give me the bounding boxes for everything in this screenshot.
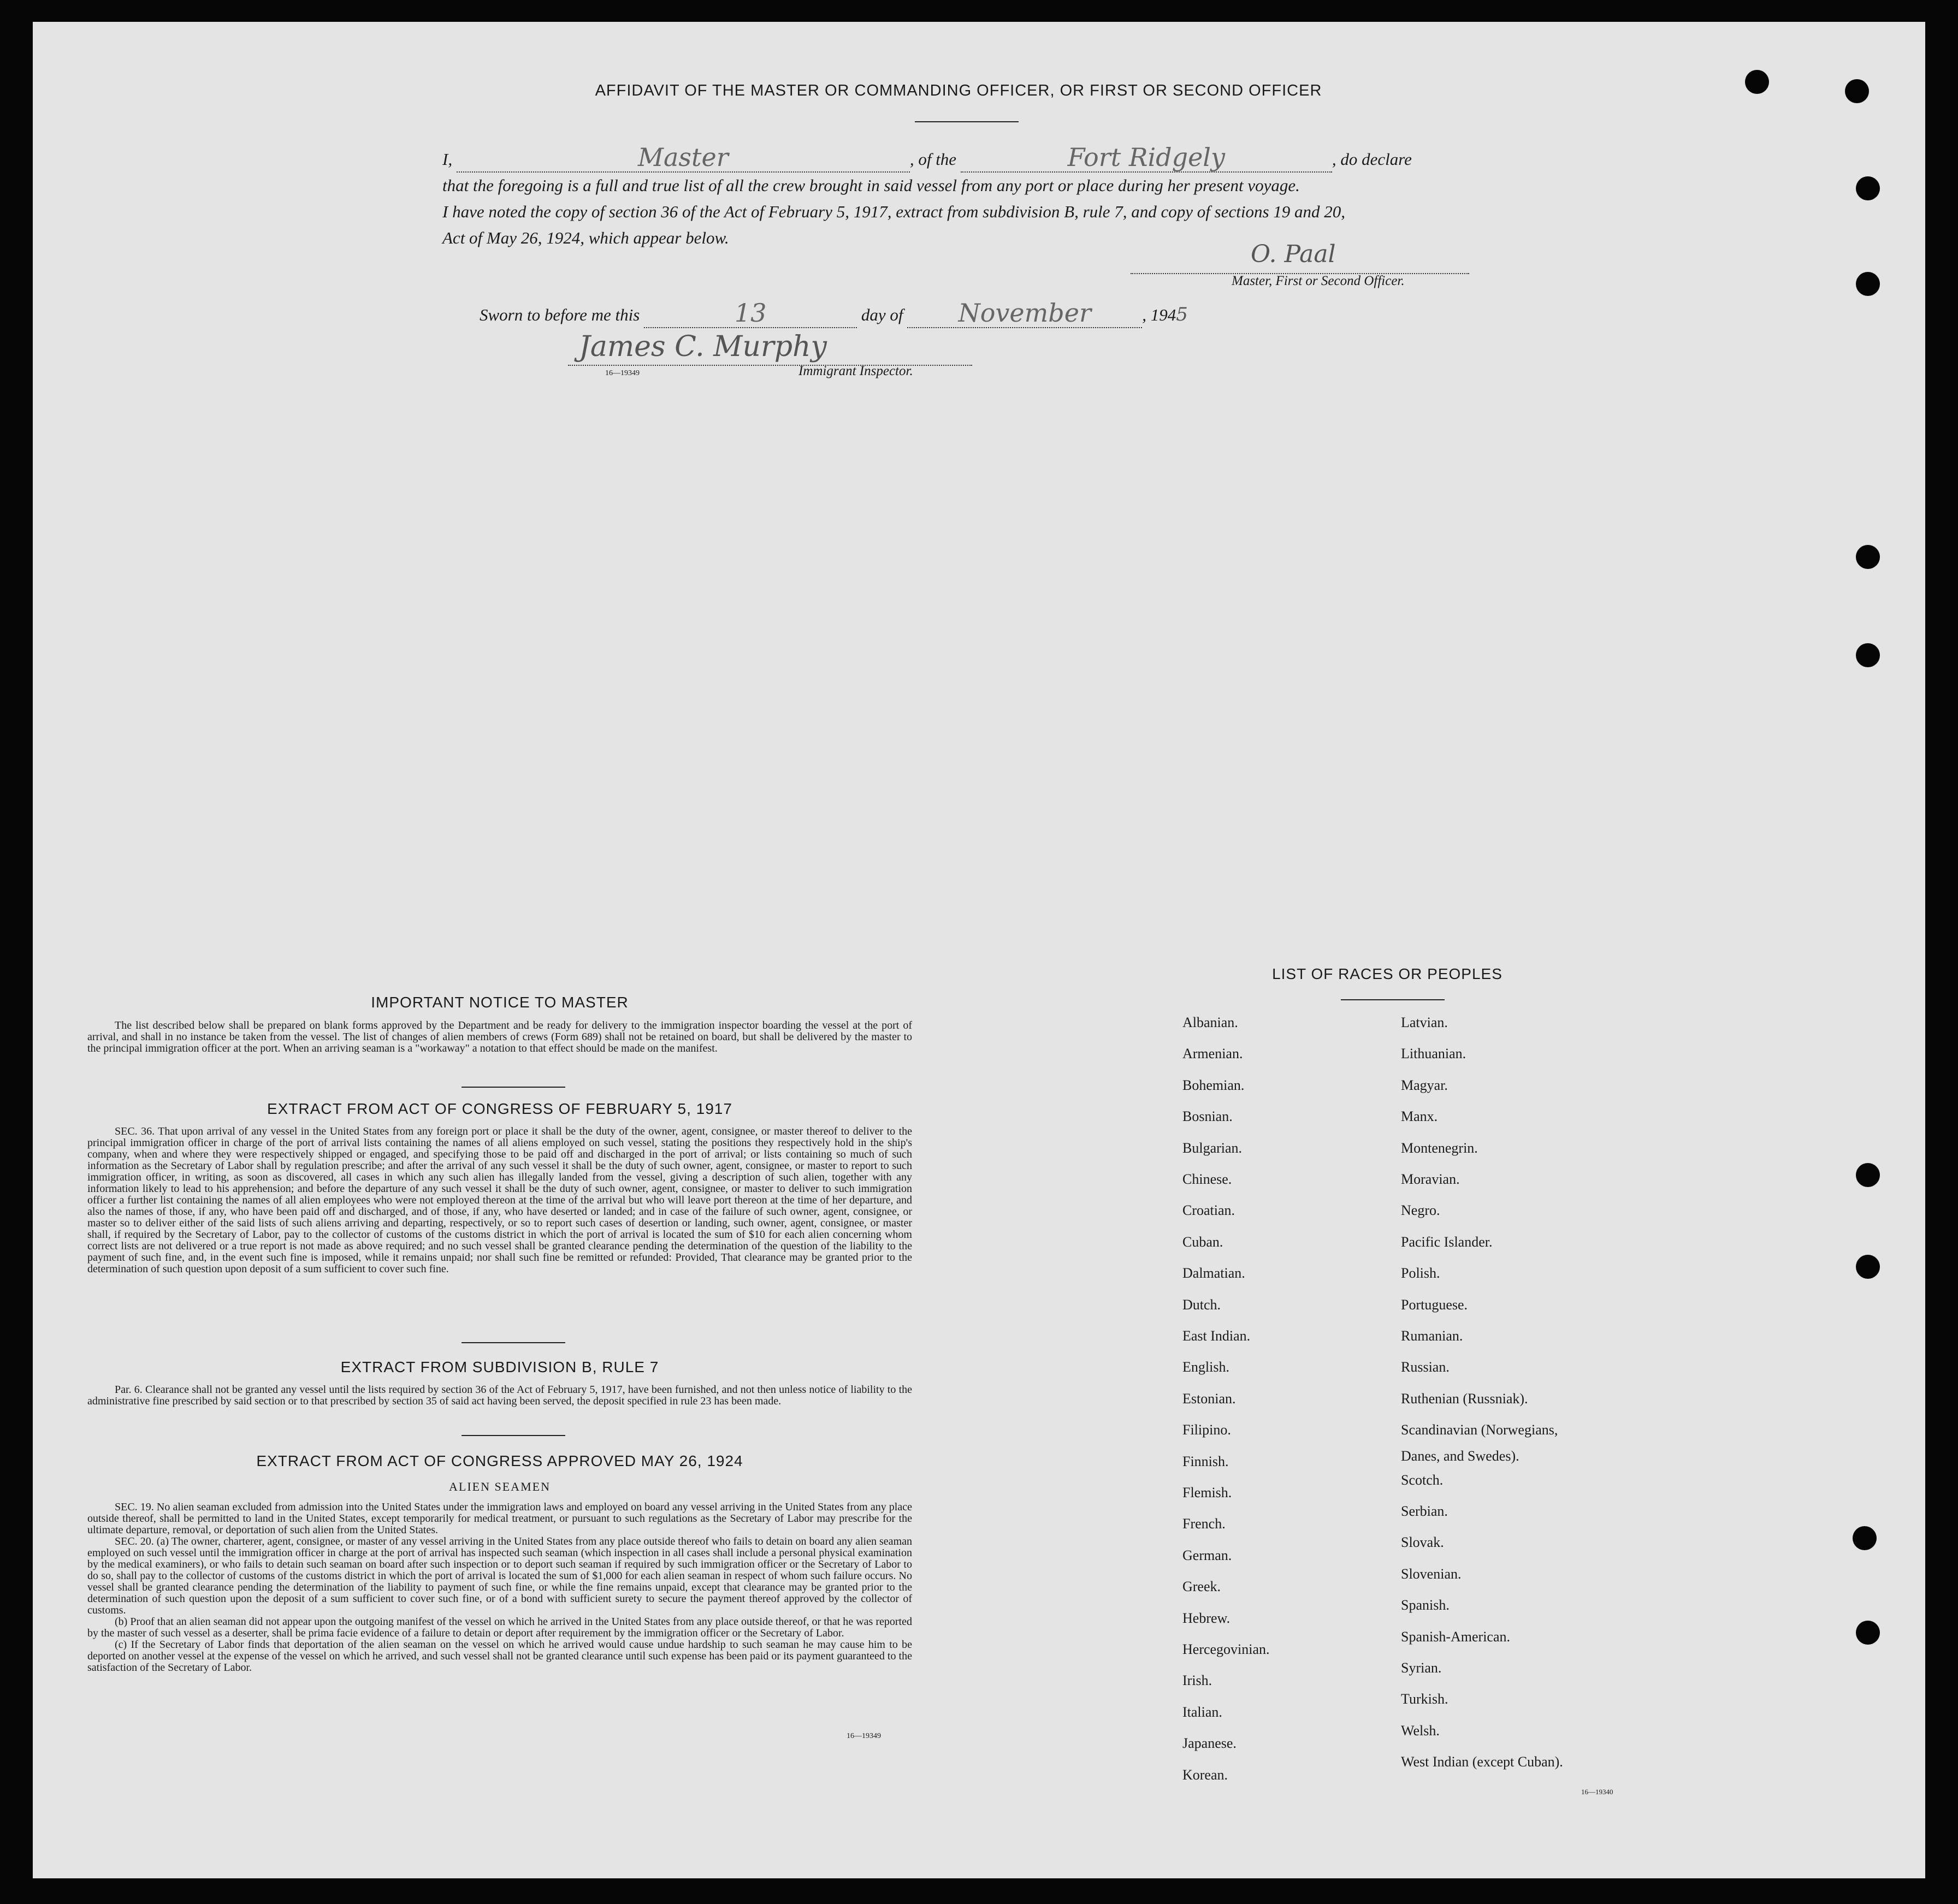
rule-7-text: Par. 6. Clearance shall not be granted any vessel until the lists required by section 36 of the Act of February 5, 1917, have been furnished, and not then unless notice of liability to the administrative fine prescribed by said section or to that prescribed by section 35 of said act having been served, the deposit specified in rule 23 has been made. [87,1384,912,1407]
race-item: Hercegovinian. [1182,1641,1270,1657]
race-item: Armenian. [1182,1046,1243,1062]
race-item: Russian. [1401,1359,1450,1375]
affidavit-title: AFFIDAVIT OF THE MASTER OR COMMANDING OFFICER, OR FIRST OR SECOND OFFICER [595,82,1322,99]
divider [462,1435,565,1436]
race-item: West Indian (except Cuban). [1401,1754,1563,1770]
race-item: Irish. [1182,1672,1212,1689]
race-item: Japanese. [1182,1735,1237,1752]
punch-hole [1745,70,1769,94]
sworn-month-field [907,298,1142,328]
act-1924-body [87,1502,912,1674]
affidavit-form-number: 16—19349 [605,369,640,377]
race-item: Spanish-American. [1401,1628,1511,1645]
act-1917-text: SEC. 36. That upon arrival of any vessel in the United States from any foreign port or place it shall be the duty of the owner, agent, consignee, or master thereof to deliver to the principal immigration officer in charge of the port of arrival lists containing the names of all aliens employed on such vessel, stating the positions they respectively hold in the ship's company, when and where they were respectively shipped or engaged, and specifying those to be paid off and discharged in the port of arrival; or lists containing so much of such information as the Secretary of Labor shall by regulation prescribe; and after the arrival of any such vessel it shall be the duty of such owner, agent, consignee, or master to report to such immigration officer, in writing, as soon as discovered, all cases in which any such alien has illegally landed from the vessel, giving a description of such alien, together with any information likely to lead to his apprehension; and before the departure of any such vessel it shall be the duty of such owner, agent, consignee, or master to deliver to such immigration officer a further list containing the names of all alien employees who were not employed thereon at the time of the arrival but who will leave port thereon at the time of her departure, and also the names of those, if any, who have been paid off and discharged, and of those, if any, who have deserted or landed; and in case of the failure of such owner, agent, consignee, or master so to deliver either of the said lists of such aliens arriving and departing, respectively, or so to report such cases of desertion or landing, such owner, agent, consignee, or master shall, if required by the Secretary of Labor, pay to the collector of customs of the customs district in which the port of arrival is located the sum of $10 for each alien concerning whom correct lists are not delivered or a true report is not made as above required; and no such vessel shall be granted clearance pending the determination of the question of the liability to the payment of such fine, and, in the event such fine is imposed, while it remains unpaid; nor shall such fine be remitted or refunded: Provided, That clearance may be granted prior to the determination of such question upon deposit of a sum sufficient to cover such fine. [87,1125,912,1275]
race-item: East Indian. [1182,1328,1251,1344]
race-item: Chinese. [1182,1171,1232,1187]
punch-hole [1856,1621,1880,1645]
handwritten-master: Master [637,143,729,172]
declaration-line-1: I, Master , of the Fort Ridgely , do declare [442,143,1412,172]
race-item: Serbian. [1401,1503,1448,1519]
divider [462,1342,565,1343]
race-item: Finnish. [1182,1453,1229,1469]
race-item: Dalmatian. [1182,1265,1245,1282]
race-item: Bulgarian. [1182,1140,1243,1156]
races-heading: LIST OF RACES OR PEOPLES [1272,965,1502,982]
punch-hole [1856,545,1880,569]
races-divider [1341,999,1445,1000]
master-name-field [457,143,910,173]
race-item: Korean. [1182,1766,1228,1783]
declaration-line-2: that the foregoing is a full and true list of all the crew brought in said vessel from any port or place during her present voyage. [442,176,1300,195]
divider [462,1087,565,1088]
vessel-name-field [961,143,1332,173]
officer-signature: O. Paal [1251,240,1336,268]
punch-hole [1853,1526,1877,1550]
race-item: Dutch. [1182,1296,1221,1313]
declaration-line-3: I have noted the copy of section 36 of the Act of February 5, 1917, extract from subdivision B, rule 7, and copy of sections 19 and 20, [442,202,1346,221]
race-item: Flemish. [1182,1485,1232,1500]
race-item: Ruthenian (Russniak). [1401,1390,1528,1407]
race-item-continuation: Danes, and Swedes). [1401,1448,1519,1464]
sworn-line: Sworn to before me this 13 day of November , 1945 [480,298,1188,328]
race-item: Croatian. [1182,1202,1235,1219]
sec-20a-text: SEC. 20. (a) The owner, charterer, agent, consignee, or master of any vessel arriving in the United States from any place outside thereof who fails to detain on board any alien seaman employed on such vessel until the immigration officer in charge at the port of arrival has inspected such seaman (which inspection in all cases shall include a personal physical examination by the medical examiners), or who fails to detain such seaman on board after such inspection or to deport such seaman if required by such immigration officer or the Secretary of Labor to do so, shall pay to the collector of customs of the customs district in which the port of arrival is located the sum of $1,000 for each alien seaman in respect of whom such failure occurs. No vessel shall be granted clearance pending the determination of the liability to payment of such fine, or while the fine remains unpaid, except that clearance may be granted prior to the determination of such question upon the deposit of a sum sufficient to cover such fine, or of a bond with sufficient surety to secure the payment thereof approved by the collector of customs. [87,1535,912,1616]
race-item: Moravian. [1401,1171,1460,1187]
declaration-line-4: Act of May 26, 1924, which appear below. [442,228,729,247]
inspector-signature: James C. Murphy [579,330,827,363]
race-item: Bohemian. [1182,1077,1245,1093]
race-item: Welsh. [1401,1722,1440,1739]
race-item: Estonian. [1182,1390,1236,1407]
race-item: Slovak. [1401,1534,1444,1551]
officer-label: Master, First or Second Officer. [1232,274,1405,288]
race-item: Montenegrin. [1401,1140,1478,1156]
rule-7-heading: EXTRACT FROM SUBDIVISION B, RULE 7 [340,1359,659,1375]
race-item: Greek. [1182,1579,1221,1595]
notice-heading: IMPORTANT NOTICE TO MASTER [371,994,629,1011]
sec-20c-text: (c) If the Secretary of Labor finds that deportation of the alien seaman on the vessel on which he arrived would cause undue hardship to such seaman he may cause him to be deported on another vessel at the expense of the vessel on which he arrived, and such vessel shall not be granted clearance until such expense has been paid or its payment guaranteed to the satisfaction of the Secretary of Labor. [87,1639,912,1674]
race-item: Syrian. [1401,1660,1442,1676]
sec-20b-text: (b) Proof that an alien seaman did not appear upon the outgoing manifest of the vessel on which he arrived in the United States from any place outside thereof, or that he was reported by the master of such vessel as a deserter, shall be prima facie evidence of a failure to detain or deport after requirement by the immigration officer or the Secretary of Labor. [87,1616,912,1639]
title-divider [915,121,1019,122]
act-1924-form-number: 16—19349 [847,1732,881,1740]
punch-hole [1856,176,1880,200]
act-1917-heading: EXTRACT FROM ACT OF CONGRESS OF FEBRUARY 5, 1917 [267,1100,732,1117]
race-item: Magyar. [1401,1077,1448,1093]
race-item: English. [1182,1359,1229,1375]
punch-hole [1856,1255,1880,1279]
act-1924-heading: EXTRACT FROM ACT OF CONGRESS APPROVED MAY 26, 1924 [256,1452,743,1469]
punch-hole [1856,1163,1880,1187]
race-item: Turkish. [1401,1691,1448,1707]
race-item: Slovenian. [1401,1565,1462,1582]
notice-text: The list described below shall be prepared on blank forms approved by the Department and be ready for delivery to the immigration inspector boarding the vessel at the port of arrival, and shall in no instance be taken from the vessel. The list of changes of alien members of crews (Form 689) shall not be retained on board, but shall be delivered by the master to the principal immigration officer at the port. When an arriving seaman is a "workaway" a notation to that effect should be made on the manifest. [87,1019,912,1054]
sworn-day-field [644,298,857,328]
inspector-label: Immigrant Inspector. [798,364,913,378]
race-item: Scotch. [1401,1472,1444,1488]
race-item: Spanish. [1401,1597,1450,1614]
punch-hole [1856,272,1880,296]
race-item: Bosnian. [1182,1108,1233,1125]
race-item: Rumanian. [1401,1328,1463,1344]
handwritten-year: 5 [1176,304,1188,325]
race-item: Hebrew. [1182,1610,1231,1626]
sec-19-text: SEC. 19. No alien seaman excluded from admission into the United States under the immigration laws and employed on board any vessel arriving in the United States from any place outside thereof, shall be permitted to land in the United States, except temporarily for medical treatment, or pursuant to such regulations as the Secretary of Labor may prescribe for the ultimate departure, removal, or deportation of such alien from the United States. [87,1501,912,1536]
handwritten-vessel: Fort Ridgely [1067,143,1225,172]
race-item: Scandinavian (Norwegians, [1401,1422,1558,1438]
races-form-number: 16—19340 [1581,1788,1613,1796]
race-item: Filipino. [1182,1422,1231,1438]
race-item: Pacific Islander. [1401,1233,1493,1250]
race-item: Albanian. [1182,1015,1238,1030]
handwritten-day: 13 [734,298,767,328]
punch-hole [1845,79,1869,103]
race-item: Portuguese. [1401,1296,1468,1313]
punch-hole [1856,643,1880,667]
alien-seamen-subheading: ALIEN SEAMEN [449,1480,551,1493]
race-item: Manx. [1401,1108,1438,1125]
race-item: Latvian. [1401,1015,1448,1030]
race-item: Lithuanian. [1401,1046,1466,1062]
race-item: Negro. [1401,1202,1440,1219]
declaration-block [442,143,1535,251]
race-item: French. [1182,1516,1226,1532]
race-item: German. [1182,1547,1232,1563]
race-item: Polish. [1401,1265,1440,1282]
race-item: Cuban. [1182,1233,1223,1250]
handwritten-month: November [958,298,1091,328]
race-item: Italian. [1182,1704,1222,1720]
